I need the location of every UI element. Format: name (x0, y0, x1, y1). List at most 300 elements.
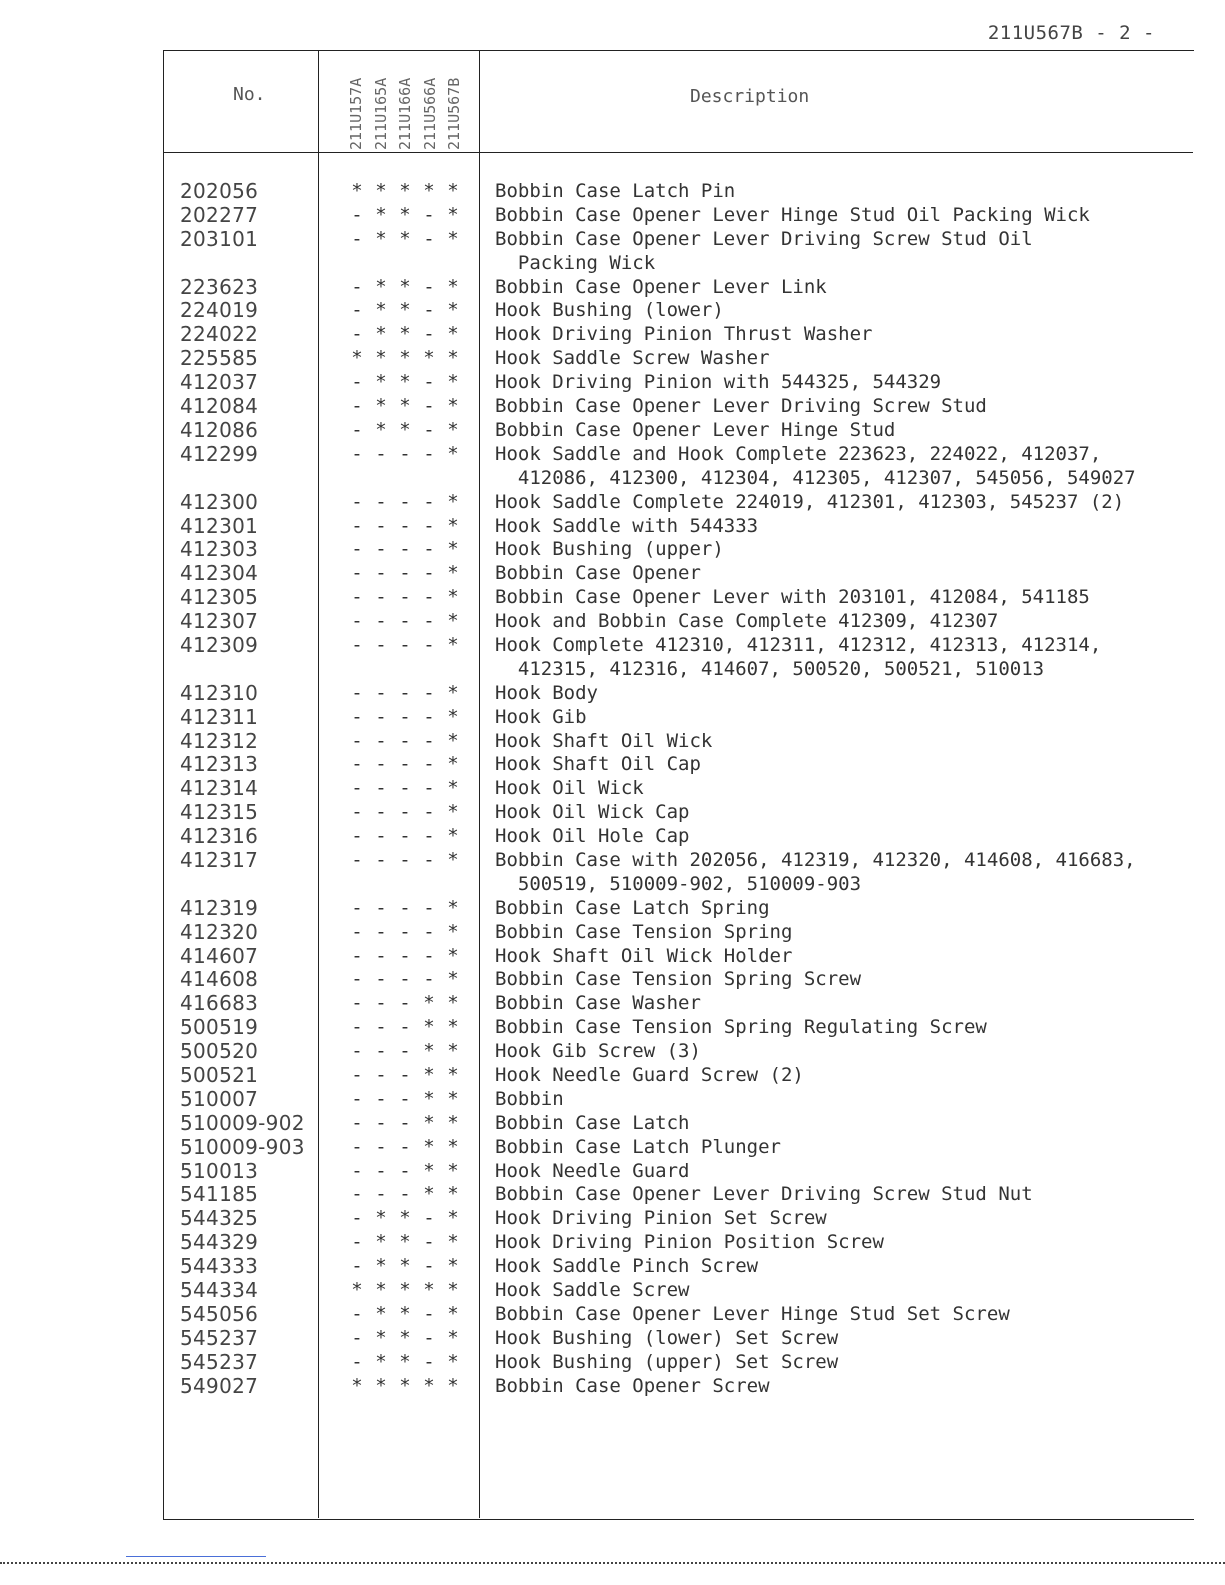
part-description (495, 992, 1195, 1016)
part-number: 549027 (180, 1373, 259, 1398)
availability-mark: * (447, 968, 459, 991)
availability-mark: - (351, 1326, 363, 1349)
model-availability (348, 1255, 462, 1279)
availability-mark: - (351, 442, 363, 465)
availability-mark: * (399, 323, 411, 346)
availability-mark: * (447, 1207, 459, 1230)
availability-mark: * (447, 753, 459, 776)
part-number: 416683 (180, 991, 259, 1016)
description-line: Bobbin Case Latch Plunger (495, 1135, 781, 1158)
availability-mark: - (351, 1064, 363, 1087)
availability-mark: * (375, 418, 387, 441)
availability-mark: * (399, 1374, 411, 1397)
availability-mark: * (423, 1374, 435, 1397)
model-availability (348, 753, 462, 777)
availability-mark: * (423, 1159, 435, 1182)
part-description (495, 395, 1195, 419)
description-line: Bobbin Case Opener Lever Driving Screw Stud (495, 395, 987, 418)
availability-mark: - (351, 586, 363, 609)
table-row (0, 682, 1225, 706)
part-description (495, 1064, 1195, 1088)
part-description (495, 610, 1195, 634)
availability-mark: - (399, 777, 411, 800)
part-number: 544325 (180, 1206, 259, 1231)
description-line: Bobbin Case Washer (495, 992, 701, 1015)
part-description (495, 347, 1195, 371)
part-description (495, 323, 1195, 347)
description-line: Bobbin Case Opener Lever Driving Screw Stud Nut (495, 1183, 1033, 1206)
description-line: Bobbin Case Opener (495, 562, 701, 585)
description-line: Bobbin Case Latch (495, 1111, 690, 1134)
part-number: 223623 (180, 274, 259, 299)
availability-mark: * (399, 1207, 411, 1230)
availability-mark: - (399, 1159, 411, 1182)
availability-mark: - (399, 705, 411, 728)
availability-mark: - (423, 681, 435, 704)
part-description (495, 777, 1195, 801)
availability-mark: - (351, 944, 363, 967)
table-row (0, 1255, 1225, 1279)
availability-mark: * (375, 275, 387, 298)
part-description (495, 276, 1195, 300)
model-availability (348, 897, 462, 921)
availability-mark: - (375, 992, 387, 1015)
part-description (495, 419, 1195, 443)
availability-mark: - (375, 633, 387, 656)
availability-mark: - (375, 753, 387, 776)
model-availability (348, 491, 462, 515)
description-line: Bobbin Case Opener Lever Driving Screw Stud Oil (495, 227, 1033, 250)
availability-mark: - (375, 920, 387, 943)
part-number: 202056 (180, 179, 259, 203)
availability-mark: * (375, 1279, 387, 1302)
table-row (0, 992, 1225, 1016)
availability-mark: - (399, 992, 411, 1015)
availability-mark: * (375, 347, 387, 370)
model-availability (348, 777, 462, 801)
description-line: Hook Saddle with 544333 (495, 514, 759, 537)
description-line: Hook Saddle Pinch Screw (495, 1255, 759, 1278)
description-line: Hook Driving Pinion Thrust Washer (495, 323, 873, 346)
availability-mark: - (351, 705, 363, 728)
availability-mark: * (447, 729, 459, 752)
model-header: 211U166A (396, 77, 414, 150)
model-availability (348, 706, 462, 730)
availability-mark: * (447, 1159, 459, 1182)
part-number: 510013 (180, 1158, 259, 1183)
model-availability (348, 1327, 462, 1351)
availability-mark: * (399, 1326, 411, 1349)
model-availability (348, 1040, 462, 1064)
part-number: 412309 (180, 632, 259, 657)
availability-mark: - (423, 1326, 435, 1349)
availability-mark: * (447, 1064, 459, 1087)
part-description (495, 801, 1195, 825)
availability-mark: * (399, 299, 411, 322)
availability-mark: - (399, 1135, 411, 1158)
availability-mark: * (423, 992, 435, 1015)
part-description (495, 586, 1195, 610)
part-number: 545237 (180, 1349, 259, 1374)
availability-mark: * (447, 395, 459, 418)
table-row (0, 1351, 1225, 1375)
availability-mark: * (447, 848, 459, 871)
table-row (0, 276, 1225, 300)
availability-mark: - (351, 1040, 363, 1063)
availability-mark: * (447, 705, 459, 728)
part-number: 412315 (180, 800, 259, 825)
availability-mark: * (447, 299, 459, 322)
part-number: 412307 (180, 609, 259, 634)
table-row (0, 1183, 1225, 1207)
availability-mark: - (399, 610, 411, 633)
description-line: Bobbin Case Opener Lever with 203101, 412084, 541185 (495, 586, 1090, 609)
description-line: Bobbin Case Opener Lever Hinge Stud (495, 418, 896, 441)
part-description (495, 1016, 1195, 1040)
description-line: Hook Saddle Screw Washer (495, 347, 770, 370)
table-row (0, 1231, 1225, 1255)
availability-mark: * (447, 347, 459, 370)
model-availability (348, 968, 462, 992)
availability-mark: * (375, 1326, 387, 1349)
availability-mark: * (447, 777, 459, 800)
availability-mark: * (375, 1231, 387, 1254)
description-line: Bobbin Case Latch Spring (495, 896, 770, 919)
description-line: 412315, 412316, 414607, 500520, 500521, 510013 (495, 657, 1045, 680)
availability-mark: * (447, 1087, 459, 1110)
availability-mark: * (447, 610, 459, 633)
availability-mark: - (423, 610, 435, 633)
table-row (0, 921, 1225, 945)
availability-mark: - (351, 920, 363, 943)
availability-mark: * (447, 371, 459, 394)
table-row (0, 347, 1225, 371)
availability-mark: - (423, 1302, 435, 1325)
availability-mark: - (423, 1231, 435, 1254)
table-row (0, 586, 1225, 610)
availability-mark: * (375, 1255, 387, 1278)
availability-mark: - (423, 1350, 435, 1373)
part-number: 412310 (180, 680, 259, 705)
availability-mark: - (351, 395, 363, 418)
availability-mark: - (423, 1255, 435, 1278)
availability-mark: * (447, 801, 459, 824)
availability-mark: - (423, 801, 435, 824)
model-availability (348, 1064, 462, 1088)
model-availability (348, 1183, 462, 1207)
availability-mark: - (351, 1016, 363, 1039)
part-description (495, 753, 1195, 777)
part-description (495, 682, 1195, 706)
availability-mark: - (423, 896, 435, 919)
availability-mark: * (423, 1111, 435, 1134)
part-description (495, 1303, 1195, 1327)
model-headers (345, 52, 465, 150)
availability-mark: - (399, 1064, 411, 1087)
table-row (0, 1016, 1225, 1040)
availability-mark: * (447, 1111, 459, 1134)
availability-mark: * (447, 1302, 459, 1325)
part-description (495, 538, 1195, 562)
description-line: Hook Driving Pinion Set Screw (495, 1207, 827, 1230)
availability-mark: - (375, 1087, 387, 1110)
availability-mark: - (375, 1183, 387, 1206)
availability-mark: * (399, 1231, 411, 1254)
availability-mark: - (375, 825, 387, 848)
description-line: Hook Driving Pinion Position Screw (495, 1231, 884, 1254)
part-number: 412303 (180, 537, 259, 562)
availability-mark: * (447, 227, 459, 250)
availability-mark: - (375, 1064, 387, 1087)
availability-mark: * (447, 1135, 459, 1158)
table-row (0, 1040, 1225, 1064)
footer-link-underline (126, 1556, 266, 1557)
table-row (0, 180, 1225, 204)
model-availability (348, 945, 462, 969)
availability-mark: * (399, 395, 411, 418)
part-number: 412313 (180, 752, 259, 777)
availability-mark: * (447, 992, 459, 1015)
availability-mark: - (399, 538, 411, 561)
model-availability (348, 610, 462, 634)
availability-mark: * (447, 562, 459, 585)
availability-mark: * (399, 347, 411, 370)
availability-mark: - (351, 1231, 363, 1254)
availability-mark: - (399, 1183, 411, 1206)
availability-mark: * (375, 1302, 387, 1325)
part-number: 412086 (180, 417, 259, 442)
availability-mark: - (399, 848, 411, 871)
model-header: 211U567B (445, 77, 463, 150)
model-availability (348, 1112, 462, 1136)
description-line: Hook Bushing (upper) (495, 538, 724, 561)
description-line: Hook Oil Wick Cap (495, 801, 690, 824)
column-header-no: No. (233, 84, 266, 105)
availability-mark: - (423, 299, 435, 322)
availability-mark: - (351, 323, 363, 346)
part-number: 412311 (180, 704, 259, 729)
part-description (495, 371, 1195, 395)
availability-mark: - (375, 1040, 387, 1063)
part-number: 203101 (180, 226, 259, 251)
availability-mark: * (375, 299, 387, 322)
table-row (0, 777, 1225, 801)
availability-mark: - (375, 777, 387, 800)
part-number: 224019 (180, 298, 259, 323)
availability-mark: * (447, 418, 459, 441)
model-availability (348, 730, 462, 754)
availability-mark: * (447, 323, 459, 346)
availability-mark: - (375, 1135, 387, 1158)
availability-mark: - (399, 562, 411, 585)
availability-mark: - (423, 490, 435, 513)
table-row (0, 945, 1225, 969)
availability-mark: * (447, 275, 459, 298)
part-description (495, 1231, 1195, 1255)
model-availability (348, 1375, 462, 1399)
table-row (0, 968, 1225, 992)
description-line: Bobbin (495, 1087, 564, 1110)
availability-mark: - (351, 729, 363, 752)
model-availability (348, 849, 462, 873)
part-number: 544333 (180, 1254, 259, 1279)
part-description (495, 968, 1195, 992)
model-availability (348, 395, 462, 419)
description-line: Hook Needle Guard Screw (2) (495, 1064, 804, 1087)
availability-mark: * (375, 227, 387, 250)
availability-mark: - (399, 753, 411, 776)
table-row (0, 1136, 1225, 1160)
availability-mark: - (375, 1159, 387, 1182)
availability-mark: - (351, 538, 363, 561)
model-availability (348, 1351, 462, 1375)
model-availability (348, 1231, 462, 1255)
availability-mark: * (447, 203, 459, 226)
model-header: 211U157A (347, 77, 365, 150)
part-number: 225585 (180, 346, 259, 371)
availability-mark: * (423, 1016, 435, 1039)
availability-mark: - (351, 275, 363, 298)
availability-mark: - (351, 1111, 363, 1134)
availability-mark: - (423, 395, 435, 418)
description-line: Bobbin Case Latch Pin (495, 180, 736, 202)
model-availability (348, 347, 462, 371)
availability-mark: * (375, 323, 387, 346)
availability-mark: - (399, 490, 411, 513)
model-availability (348, 1016, 462, 1040)
availability-mark: * (447, 896, 459, 919)
description-line: Bobbin Case Tension Spring Regulating Screw (495, 1016, 987, 1039)
part-description (495, 706, 1195, 730)
table-row (0, 1112, 1225, 1136)
availability-mark: * (447, 1231, 459, 1254)
part-number: 412316 (180, 824, 259, 849)
availability-mark: * (447, 1374, 459, 1397)
availability-mark: - (351, 490, 363, 513)
model-availability (348, 634, 462, 658)
availability-mark: * (375, 1374, 387, 1397)
availability-mark: * (375, 1207, 387, 1230)
part-number: 202277 (180, 202, 259, 227)
model-header: 211U165A (371, 77, 390, 150)
availability-mark: - (351, 1135, 363, 1158)
availability-mark: * (375, 1350, 387, 1373)
availability-mark: - (351, 562, 363, 585)
model-availability (348, 204, 462, 228)
availability-mark: - (375, 968, 387, 991)
availability-mark: * (447, 586, 459, 609)
table-row (0, 323, 1225, 347)
availability-mark: - (351, 1255, 363, 1278)
availability-mark: - (375, 801, 387, 824)
description-line: Hook Shaft Oil Cap (495, 753, 701, 776)
model-availability (348, 1160, 462, 1184)
availability-mark: - (423, 633, 435, 656)
availability-mark: * (399, 180, 411, 202)
parts-list (0, 180, 1225, 1398)
part-number: 500520 (180, 1039, 259, 1064)
table-row (0, 204, 1225, 228)
part-description (495, 1040, 1195, 1064)
availability-mark: - (399, 801, 411, 824)
table-row (0, 371, 1225, 395)
page-bottom-rule (0, 1562, 1225, 1564)
availability-mark: - (399, 896, 411, 919)
part-number: 412314 (180, 776, 259, 801)
model-availability (348, 1207, 462, 1231)
model-availability (348, 371, 462, 395)
model-availability (348, 180, 462, 204)
part-description (495, 1207, 1195, 1231)
model-availability (348, 1136, 462, 1160)
part-description (495, 443, 1195, 491)
availability-mark: * (447, 1350, 459, 1373)
table-row (0, 1375, 1225, 1399)
availability-mark: * (447, 1183, 459, 1206)
part-number: 412304 (180, 561, 259, 586)
availability-mark: * (423, 1064, 435, 1087)
availability-mark: - (351, 1087, 363, 1110)
model-availability (348, 1303, 462, 1327)
availability-mark: * (375, 371, 387, 394)
availability-mark: * (447, 1040, 459, 1063)
availability-mark: - (351, 777, 363, 800)
part-description (495, 491, 1195, 515)
part-number: 224022 (180, 322, 259, 347)
availability-mark: - (423, 944, 435, 967)
table-row (0, 515, 1225, 539)
table-row (0, 730, 1225, 754)
availability-mark: * (447, 180, 459, 202)
model-availability (348, 682, 462, 706)
description-line: Bobbin Case Opener Lever Hinge Stud Set Screw (495, 1302, 1010, 1325)
model-availability (348, 323, 462, 347)
availability-mark: - (423, 371, 435, 394)
availability-mark: * (447, 944, 459, 967)
availability-mark: - (351, 1302, 363, 1325)
availability-mark: * (399, 1302, 411, 1325)
part-number: 544334 (180, 1278, 259, 1303)
part-description (495, 634, 1195, 682)
availability-mark: * (423, 1279, 435, 1302)
availability-mark: * (399, 227, 411, 250)
description-line: Hook Needle Guard (495, 1159, 690, 1182)
availability-mark: - (399, 681, 411, 704)
availability-mark: - (351, 418, 363, 441)
availability-mark: - (375, 681, 387, 704)
part-number: 500521 (180, 1063, 259, 1088)
availability-mark: - (423, 418, 435, 441)
part-description (495, 825, 1195, 849)
availability-mark: * (375, 180, 387, 202)
part-number: 412317 (180, 847, 259, 872)
header-divider (163, 152, 1193, 153)
availability-mark: - (375, 562, 387, 585)
availability-mark: - (351, 1159, 363, 1182)
availability-mark: * (423, 180, 435, 202)
availability-mark: - (399, 825, 411, 848)
model-availability (348, 515, 462, 539)
page-header-ref: 211U567B - 2 - (987, 22, 1155, 44)
model-availability (348, 562, 462, 586)
part-description (495, 1255, 1195, 1279)
table-row (0, 562, 1225, 586)
availability-mark: - (351, 227, 363, 250)
availability-mark: - (375, 1016, 387, 1039)
table-row (0, 395, 1225, 419)
description-line: Hook Bushing (upper) Set Screw (495, 1350, 839, 1373)
availability-mark: - (399, 944, 411, 967)
